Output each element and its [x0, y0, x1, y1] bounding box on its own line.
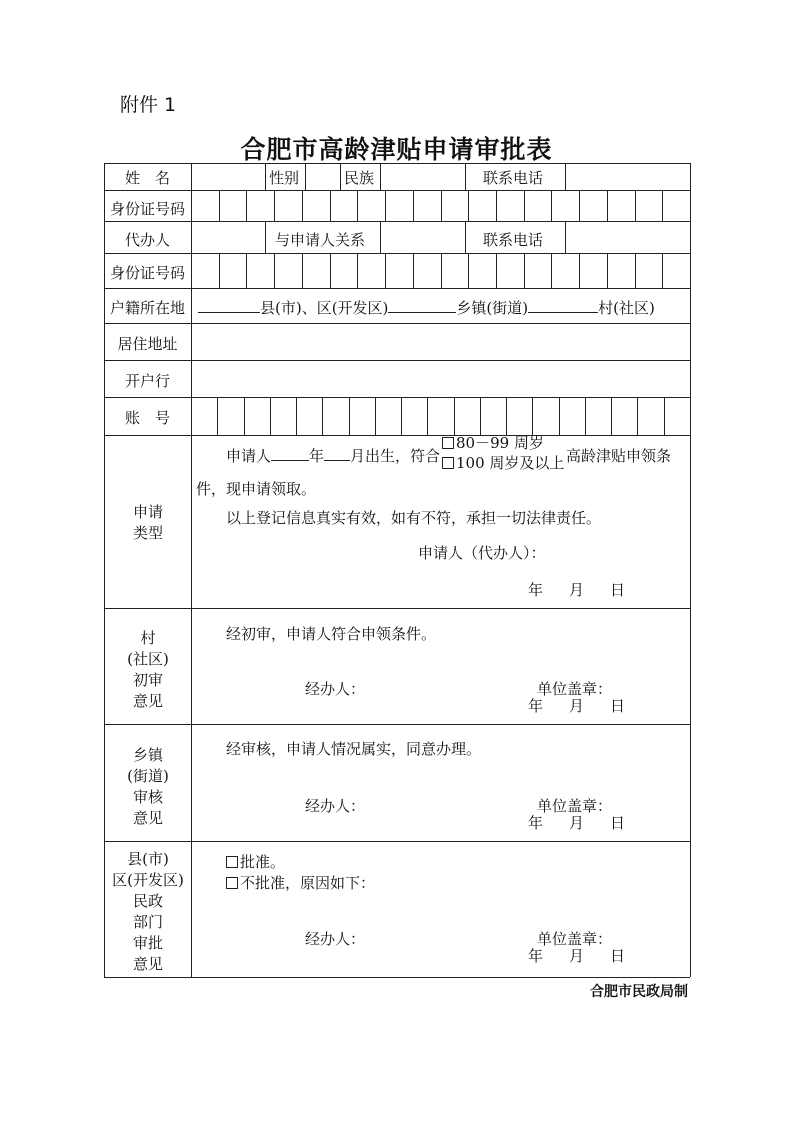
agent-label: 代办人	[124, 231, 170, 249]
digit-cell-divider	[441, 190, 442, 221]
hukou-village: 村(社区)	[598, 299, 655, 317]
account-label: 账 号	[124, 409, 170, 427]
digit-cell-divider	[401, 397, 402, 435]
digit-cell-divider	[385, 190, 386, 221]
town-review-date: 年 月 日	[528, 814, 626, 832]
hukou-town: 乡镇(街道)	[456, 299, 529, 317]
digit-cell-divider	[662, 190, 663, 221]
digit-cell-divider	[664, 397, 665, 435]
village-review-label: 村 (社区) 初审 意见	[127, 629, 169, 710]
digit-cell-divider	[524, 190, 525, 221]
digit-cell-divider	[427, 397, 428, 435]
town-seal-label: 单位盖章：	[537, 797, 613, 815]
digit-cell-divider	[559, 397, 560, 435]
digit-cell-divider	[274, 190, 275, 221]
checkbox-icon[interactable]	[226, 856, 238, 868]
digit-cell-divider	[441, 253, 442, 288]
checkbox-icon[interactable]	[442, 437, 454, 449]
digit-cell-divider	[524, 253, 525, 288]
digit-cell-divider	[219, 190, 220, 221]
age-options[interactable]	[442, 433, 564, 473]
application-date: 年 月 日	[528, 581, 626, 599]
village-seal-label: 单位盖章：	[537, 680, 613, 698]
hukou-label: 户籍所在地	[109, 299, 185, 317]
applicant-signature-label: 申请人（代办人）：	[418, 544, 546, 562]
digit-cell-divider	[635, 253, 636, 288]
relation-label: 与申请人关系	[275, 231, 366, 249]
id-number-label: 身份证号码	[109, 200, 185, 218]
county-review-date: 年 月 日	[528, 947, 626, 965]
digit-cell-divider	[413, 253, 414, 288]
form-title: 合肥市高龄津贴申请审批表	[240, 135, 553, 164]
digit-cell-divider	[579, 190, 580, 221]
condition-continued: 件，现申请领取。	[196, 480, 317, 498]
digit-cell-divider	[296, 397, 297, 435]
digit-cell-divider	[244, 397, 245, 435]
town-review-label: 乡镇 (街道) 审核 意见	[127, 746, 169, 827]
ethnicity-label: 民族	[344, 169, 375, 187]
attachment-label: 附件 1	[120, 94, 177, 116]
digit-cell-divider	[480, 397, 481, 435]
village-review-text: 经初审，申请人符合申领条件。	[226, 625, 437, 643]
county-seal-label: 单位盖章：	[537, 930, 613, 948]
digit-cell-divider	[532, 397, 533, 435]
digit-cell-divider	[551, 190, 552, 221]
digit-cell-divider	[302, 253, 303, 288]
digit-cell-divider	[217, 397, 218, 435]
option-80-99[interactable]: 80－99 周岁	[442, 433, 564, 453]
application-type-label: 申请 类型	[132, 503, 163, 542]
digit-cell-divider	[607, 253, 608, 288]
reject-option[interactable]: 不批准，原因如下：	[226, 872, 375, 893]
village-handler-label: 经办人：	[305, 680, 366, 698]
digit-cell-divider	[349, 397, 350, 435]
checkbox-icon[interactable]	[442, 457, 454, 469]
issuer-footer: 合肥市民政局制	[590, 984, 688, 1000]
name-label: 姓 名	[124, 169, 170, 187]
hukou-address[interactable]	[198, 297, 655, 318]
digit-cell-divider	[585, 397, 586, 435]
application-statement: 申请人 年 月出生，符合	[226, 447, 441, 465]
digit-cell-divider	[270, 397, 271, 435]
digit-cell-divider	[637, 397, 638, 435]
digit-cell-divider	[662, 253, 663, 288]
digit-cell-divider	[607, 190, 608, 221]
option-100-plus[interactable]: 100 周岁及以上	[442, 453, 564, 473]
gender-label: 性别	[269, 169, 300, 187]
checkbox-icon[interactable]	[226, 877, 238, 889]
digit-cell-divider	[468, 190, 469, 221]
agent-phone-label: 联系电话	[483, 231, 544, 249]
digit-cell-divider	[385, 253, 386, 288]
digit-cell-divider	[246, 190, 247, 221]
digit-cell-divider	[496, 190, 497, 221]
digit-cell-divider	[551, 253, 552, 288]
digit-cell-divider	[219, 253, 220, 288]
digit-cell-divider	[330, 190, 331, 221]
digit-cell-divider	[375, 397, 376, 435]
town-review-text: 经审核，申请人情况属实，同意办理。	[226, 740, 482, 758]
agent-id-number-label: 身份证号码	[109, 264, 185, 282]
town-handler-label: 经办人：	[305, 797, 366, 815]
digit-cell-divider	[246, 253, 247, 288]
declaration-text: 以上登记信息真实有效，如有不符，承担一切法律责任。	[226, 509, 602, 527]
digit-cell-divider	[635, 190, 636, 221]
county-handler-label: 经办人：	[305, 930, 366, 948]
hukou-county: 县(市)、区(开发区)	[260, 299, 389, 317]
approve-option[interactable]: 批准。	[226, 851, 285, 872]
digit-cell-divider	[506, 397, 507, 435]
digit-cell-divider	[579, 253, 580, 288]
digit-cell-divider	[357, 253, 358, 288]
digit-cell-divider	[468, 253, 469, 288]
digit-cell-divider	[302, 190, 303, 221]
digit-cell-divider	[413, 190, 414, 221]
digit-cell-divider	[322, 397, 323, 435]
digit-cell-divider	[454, 397, 455, 435]
digit-cell-divider	[357, 190, 358, 221]
digit-cell-divider	[330, 253, 331, 288]
condition-text: 高龄津贴申领条	[566, 447, 672, 465]
digit-cell-divider	[611, 397, 612, 435]
bank-label: 开户行	[124, 372, 170, 390]
digit-cell-divider	[274, 253, 275, 288]
phone-label: 联系电话	[483, 169, 544, 187]
village-review-date: 年 月 日	[528, 697, 626, 715]
digit-cell-divider	[496, 253, 497, 288]
county-review-label: 县(市) 区(开发区) 民政 部门 审批 意见	[112, 850, 184, 973]
residence-label: 居住地址	[117, 335, 178, 353]
